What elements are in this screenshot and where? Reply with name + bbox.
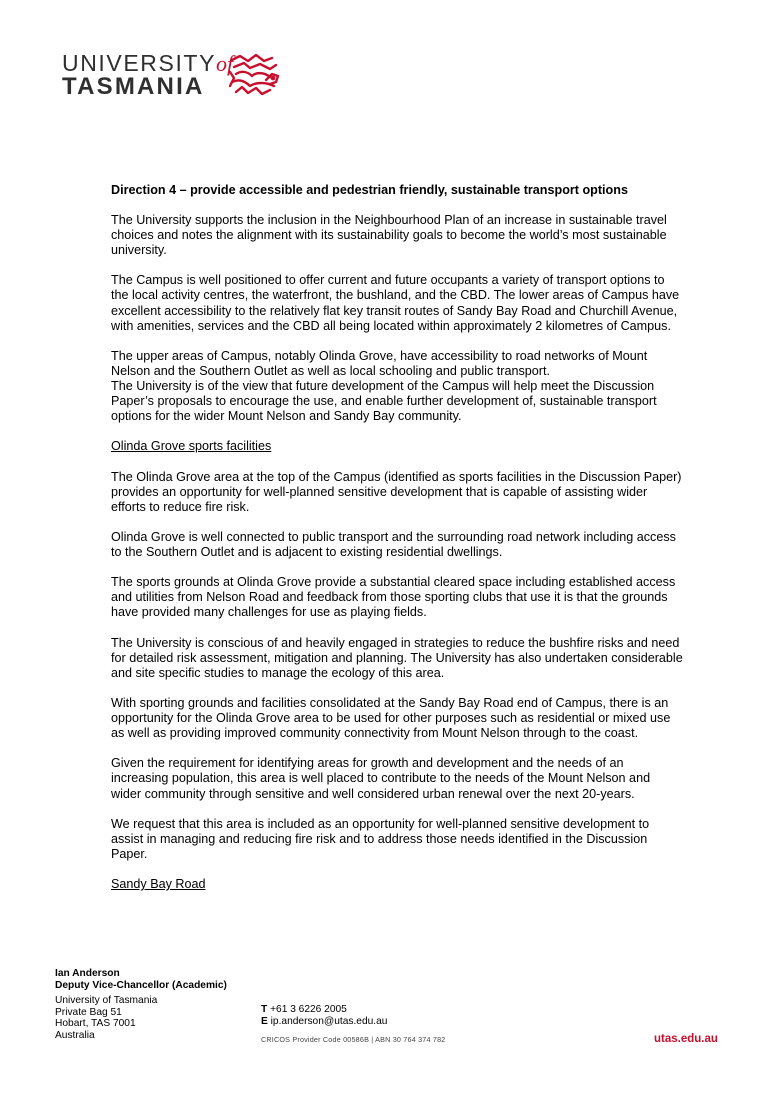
paragraph-consolidation: With sporting grounds and facilities consolidated at the Sandy Bay Road end of Campus, there is an opportunity for the Olinda Grove area to be used for other purposes such as residential or mixed use as well as providing improved community connectivity from Mount Nelson through to the coast. xyxy=(111,696,671,741)
phone-line: T +61 3 6226 2005 xyxy=(261,1004,347,1015)
signatory-name: Ian Anderson xyxy=(55,968,120,979)
signatory-role: Deputy Vice-Chancellor (Academic) xyxy=(55,979,227,991)
website-link[interactable]: utas.edu.au xyxy=(654,1033,718,1045)
address-line: Private Bag 51 xyxy=(55,1006,122,1018)
subheading-sandy-bay-road: Sandy Bay Road xyxy=(111,877,206,892)
footer-contact xyxy=(261,1004,445,1045)
logo-line-2: TASMANIA xyxy=(62,73,205,100)
direction-heading: Direction 4 – provide accessible and pedestrian friendly, sustainable transport options xyxy=(111,183,628,197)
university-logo xyxy=(62,50,302,102)
phone-number: +61 3 6226 2005 xyxy=(270,1004,347,1015)
paragraph-future-development: The University is of the view that future development of the Campus will help meet the Discussion Paper’s proposals to encourage the use, and enable further development of, sustainable transport options for the wider Mount Nelson and Sandy Bay community. xyxy=(111,379,657,424)
letter-body xyxy=(111,183,683,907)
address-line: University of Tasmania xyxy=(55,995,158,1007)
logo-of: of xyxy=(216,51,234,76)
email-link[interactable]: ip.anderson@utas.edu.au xyxy=(270,1015,388,1027)
paragraph-campus-transport: The Campus is well positioned to offer current and future occupants a variety of transport options to the local activity centres, the waterfront, the bushland, and the CBD. The lower areas of Campus have excellent accessibility to the relatively flat key transit routes of Sandy Bay Road and Churchill Avenue, with amenities, services and the CBD all being located within approximately 2 kilometres of Campus. xyxy=(111,273,680,333)
paragraph-sports-grounds: The sports grounds at Olinda Grove provide a substantial cleared space including established access and utilities from Nelson Road and feedback from those sporting clubs that use it is that the grounds have provided many challenges for use as playing fields. xyxy=(111,575,676,620)
paragraph-olinda-connectivity: Olinda Grove is well connected to public transport and the surrounding road network including access to the Southern Outlet and is adjacent to existing residential dwellings. xyxy=(111,529,676,560)
paragraph-request: We request that this area is included as an opportunity for well-planned sensitive development to assist in managing and reducing fire risk and to address those needs identified in the Discussion Paper. xyxy=(111,816,650,861)
address-line: Australia xyxy=(55,1029,95,1041)
paragraph-sustainable-travel: The University supports the inclusion in the Neighbourhood Plan of an increase in sustainable travel choices and notes the alignment with its sustainability goals to become the world’s most sustainable university. xyxy=(111,213,667,258)
paragraph-growth: Given the requirement for identifying areas for growth and development and the needs of an increasing population, this area is well placed to contribute to the needs of the Mount Nelson and wider community through sensitive and well considered urban renewal over the next 20-years. xyxy=(111,756,651,801)
paragraph-olinda-opportunity: The Olinda Grove area at the top of the Campus (identified as sports facilities in the Discussion Paper) provides an opportunity for well-planned sensitive development that is capable of assisting wider efforts to reduce fire risk. xyxy=(111,469,682,514)
address-line: Hobart, TAS 7001 xyxy=(55,1018,136,1030)
email-line: E ip.anderson@utas.edu.au xyxy=(261,1015,388,1027)
paragraph-bushfire: The University is conscious of and heavily engaged in strategies to reduce the bushfire risks and need for detailed risk assessment, mitigation and planning. The University has also undertaken considerable and site specific studies to manage the ecology of this area. xyxy=(111,635,683,680)
paragraph-upper-campus: The upper areas of Campus, notably Olinda Grove, have accessibility to road networks of Mount Nelson and the Southern Outlet as well as local schooling and public transport. xyxy=(111,348,648,378)
lion-crest-icon xyxy=(226,52,280,100)
subheading-olinda-grove: Olinda Grove sports facilities xyxy=(111,439,272,454)
footer-signatory xyxy=(55,968,227,1042)
logo-line-1: UNIVERSITYof xyxy=(62,50,234,76)
cricos-abn: CRICOS Provider Code 00586B | ABN 30 764 374 782 xyxy=(261,1034,446,1044)
